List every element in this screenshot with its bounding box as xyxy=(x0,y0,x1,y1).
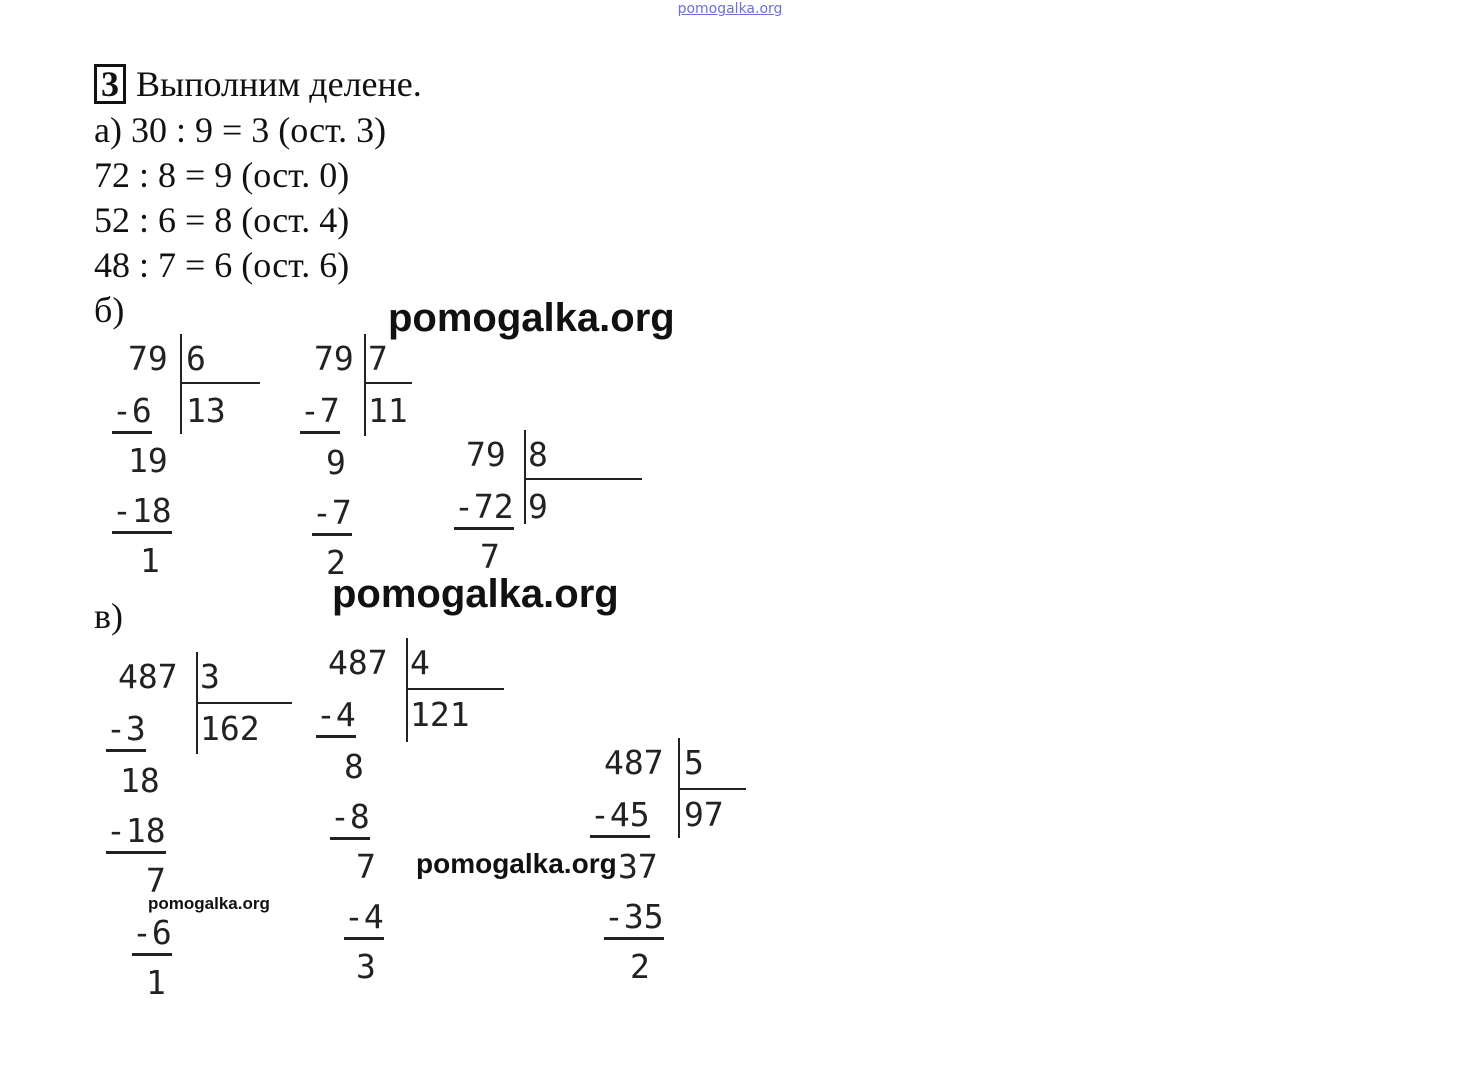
step-subtract: -72 xyxy=(454,487,514,530)
step-remainder: 19 xyxy=(128,441,168,480)
dividend: 487 xyxy=(604,743,664,782)
quotient: 9 xyxy=(528,487,548,526)
dividend: 79 xyxy=(128,339,168,378)
final-remainder: 3 xyxy=(356,947,376,986)
divisor: 3 xyxy=(200,657,220,696)
step-subtract: -6 xyxy=(132,913,172,956)
part-a-line-1: а) 30 : 9 = 3 (ост. 3) xyxy=(94,110,387,150)
long-division-79-by-8 xyxy=(452,430,652,580)
step-remainder: 37 xyxy=(618,847,658,886)
part-a-line-4: 48 : 7 = 6 (ост. 6) xyxy=(94,245,350,285)
division-bar-horizontal xyxy=(180,382,260,384)
dividend: 487 xyxy=(328,643,388,682)
part-a-line-2: 72 : 8 = 9 (ост. 0) xyxy=(94,155,350,195)
step-subtract: -45 xyxy=(590,795,650,838)
quotient: 11 xyxy=(368,391,408,430)
quotient: 97 xyxy=(684,795,724,834)
task-title: Выполним делене. xyxy=(136,64,422,104)
quotient: 13 xyxy=(186,391,226,430)
final-remainder: 7 xyxy=(480,537,500,576)
divisor: 5 xyxy=(684,743,704,782)
watermark-1: pomogalka.org xyxy=(388,296,675,340)
part-v-label: в) xyxy=(94,596,123,636)
part-b-label: б) xyxy=(94,290,125,330)
long-division-487-by-3 xyxy=(104,652,304,1012)
division-bar-vertical xyxy=(524,430,526,524)
task-number: 3 xyxy=(94,64,126,104)
step-subtract: -18 xyxy=(106,811,166,854)
final-remainder: 1 xyxy=(146,963,166,1002)
final-remainder: 1 xyxy=(140,541,160,580)
task-heading xyxy=(94,62,422,106)
quotient: 162 xyxy=(200,709,260,748)
divisor: 7 xyxy=(368,339,388,378)
step-subtract: -4 xyxy=(316,695,356,738)
step-remainder: 8 xyxy=(344,747,364,786)
divisor: 8 xyxy=(528,435,548,474)
step-subtract: -8 xyxy=(330,797,370,840)
division-bar-vertical xyxy=(406,638,408,742)
step-subtract: -4 xyxy=(344,897,384,940)
dividend: 79 xyxy=(314,339,354,378)
divisor: 4 xyxy=(410,643,430,682)
quotient: 121 xyxy=(410,695,470,734)
watermark-4: pomogalka.org xyxy=(148,894,270,913)
long-division-79-by-7 xyxy=(298,334,428,584)
division-bar-horizontal xyxy=(524,478,642,480)
division-bar-vertical xyxy=(364,334,366,436)
step-remainder: 7 xyxy=(146,861,166,900)
step-subtract: -3 xyxy=(106,709,146,752)
long-division-487-by-5 xyxy=(588,738,758,998)
step-remainder: 18 xyxy=(120,761,160,800)
final-remainder: 2 xyxy=(630,947,650,986)
step-subtract: -7 xyxy=(300,391,340,434)
part-a-line-3: 52 : 6 = 8 (ост. 4) xyxy=(94,200,350,240)
watermark-3: pomogalka.org xyxy=(416,848,617,879)
step-subtract: -18 xyxy=(112,491,172,534)
step-remainder: 7 xyxy=(356,847,376,886)
long-division-487-by-4 xyxy=(314,638,514,998)
dividend: 487 xyxy=(118,657,178,696)
division-bar-horizontal xyxy=(364,382,412,384)
division-bar-vertical xyxy=(180,334,182,434)
step-subtract: -35 xyxy=(604,897,664,940)
step-subtract: -7 xyxy=(312,493,352,536)
long-division-79-by-6 xyxy=(110,334,270,584)
divisor: 6 xyxy=(186,339,206,378)
final-remainder: 2 xyxy=(326,543,346,582)
top-watermark-link[interactable]: pomogalka.org xyxy=(677,1,783,17)
watermark-2: pomogalka.org xyxy=(332,572,619,616)
dividend: 79 xyxy=(466,435,506,474)
step-remainder: 9 xyxy=(326,443,346,482)
step-subtract: -6 xyxy=(112,391,152,434)
